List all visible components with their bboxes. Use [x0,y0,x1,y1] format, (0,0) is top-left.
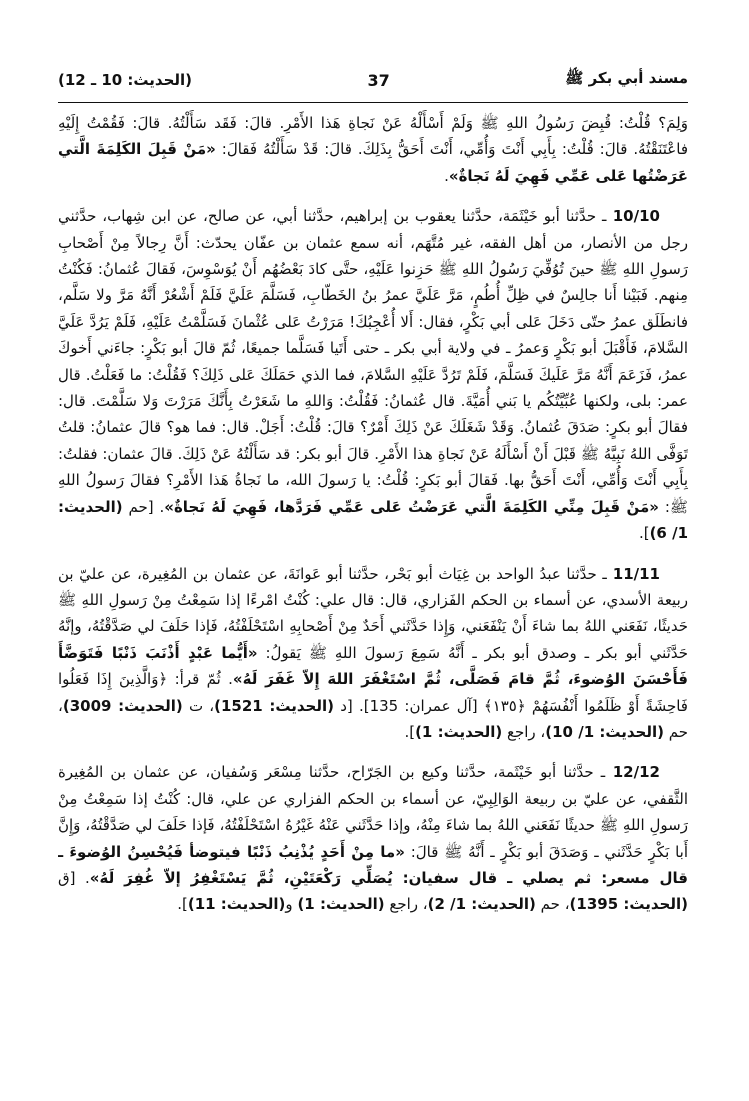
text-run: ـ حدَّثنا أبو خَيْثَمَة، حدَّثنا يعقوب بن إبراهيم، حدَّثنا أبي، عن صالح، عن ابن شِهاب، حدَّثني رجل من الأنصار، من أهل الفقه، غير مُتَّهَم، أنه سمع عثمان بن عفّان يحدّث: أَنَّ رِجالاً مِنْ أَصْحابِ رَسولِ اللهِ ﷺ حينَ تُوُفِّيَ رَسُولُ اللهِ ﷺ حَزِنوا عَلَيْهِ، حتَّى كادَ بَعْضُهُم أَنْ يُوَسْوِسَ، فَقالَ عُثمانُ: فَكُنْتُ مِنهم. فَبَيْنا أَنا جالِسٌ في ظِلِّ أُطُمٍ، مَرَّ عَلَيَّ عمرُ بنُ الخَطّابِ، فَسَلَّمَ عَلَيَّ فَلَمْ أَشْعُرْ أَنَّهُ مَرَّ ولا سَلَّم، فانطَلَق عمرُ حتّى دَخَلَ عَلى أبي بَكْرٍ، فقال: أَلا أُعْجِبُكَ! مَرَرْتُ عَلى عُثْمانَ فَسَلَّمْتُ عَلَيْهِ، فَلَمْ يَرُدَّ عَلَيَّ السَّلامَ، فَأَقْبَلَ أبو بَكْرٍ وَعمرُ ـ في ولاية أبي بكر ـ حتى أَتَيا فَسَلَّما جميعًا، ثُمّ قالَ أبو بَكْرٍ: جاءَني أَخوكَ عمرُ، فَزَعَمَ أَنَّهُ مَرَّ عَلَيكَ فَسَلَّمَ، فَلَمْ تَرُدَّ عَلَيْهِ السَّلامَ، فما الذي حَمَلَكَ عَلى ذَلِكَ؟ فَقُلْتُ: ما فَعَلْتُ. قال عمر: بلى، ولكنها عُبِّيَّتُكُم يا بَني أُمَيَّةَ. قال عُثمانُ: فَقُلْتُ: وَاللهِ ما شَعَرْتُ بِأَنَّكَ مَرَرْتَ وَلا سَلَّمْتَ. قال: فقالَ أبو بكرٍ: صَدَقَ عُثمانُ. وَقَدْ شَغَلَكَ عَنْ ذَلِكَ أَمْرٌ؟ قالَ: قُلْتُ: أَجَلْ. قال: فما هو؟ قالَ عثمانُ: قلتُ تَوَفَّى اللهُ نَبِيَّهُ ﷺ قَبْلَ أَنْ أَسْأَلَهُ عَنْ نَجاةِ هذا الأَمْرِ. قالَ أبو بكر: قد سَأَلْتُهُ عَنْ ذَلِكَ. قالَ عثمان: فقلتُ: بِأَبِي أَنْتَ وَأُمِّي، أَنْتَ أَحَقُّ بها. فَقالَ أبو بَكرٍ: قُلْتُ: يا رَسولَ الله، ما نَجاةُ هَذا الأَمْرِ؟ فقالَ رَسولُ اللهِ ﷺ: [58,207,688,516]
text-run: . [444,166,449,185]
bold-text-run: 10/10 [606,207,660,226]
text-run: . ثُمّ قرأ: ﴿وَالَّذِينَ إِذَا فَعَلُوا فَاحِشَةً أَوْ ظَلَمُوا أَنْفُسَهُمْ ﴿١٣٥﴾ [آل عمران: 135]. [د [58,670,688,715]
bold-text-run: (الحديث: 1395) [569,895,688,914]
text-run: ، ت [182,696,215,715]
bold-text-run: «أَيُّما عَبْدٍ أَذْنَبَ ذَنْبًا فَتَوَضَّأَ فَأَحْسَنَ الوُضوءَ، ثُمَّ قامَ فَصَلَّى، ثُمَّ اسْتَغْفَرَ اللهَ إِلاّ غَفَرَ لَهُ» [58,643,688,689]
bold-text-run: (الحديث: 1/ 10) [545,722,664,741]
text-run: . [حم [122,497,165,516]
bold-text-run: «مَنْ قَبِلَ الكَلِمَةَ الَّتي عَرَضْتُها عَلى عَمِّي فَهِيَ لَهُ نَجاةٌ» [58,140,688,185]
page-number: 37 [367,70,390,90]
hadith-range: (الحديث: 10 ـ 12) [58,71,193,89]
bold-text-run: (الحديث: 11) [187,895,286,914]
paragraph-gap [58,547,688,561]
text-run: ، راجع [502,722,546,741]
paragraph-continuation [58,110,688,189]
hadith-12 [58,759,688,917]
bold-text-run: «مَنْ قَبِلَ مِنِّي الكَلِمَةَ الَّتي عَرَضْتُ عَلى عَمِّي فَرَدَّها، فَهِيَ لَهُ نَجاةٌ» [164,497,659,516]
text-run: ]. [404,722,416,741]
bold-text-run: (الحديث: 1/ 2) [427,895,536,914]
page-body [58,110,688,1075]
hadith-10 [58,203,688,546]
header-divider [58,102,688,103]
bold-text-run: (الحديث: 3009) [62,696,183,715]
bold-text-run: 11/11 [606,564,660,583]
text-run: ـ حدَّثنا أبو خَيْثَمة، حدَّثنا وكيع بن الجَرّاح، حدَّثنا مِسْعَر وَسُفيان، عن عثمان بن المُغِيرة الثَّقفي، عن عليّ بن ربيعة الوَالِبِيّ، عن أسماء بن الحكم الفزاري عن علي، قال: كُنْتُ إذا سَمِعْتُ مِنْ رَسولِ اللهِ ﷺ حديثًا نَفَعَني اللهُ بما شاءَ مِنْهُ، وإذا حَدَّثَني عَنْهُ غَيْرُهُ اسْتَحْلَفْتُهُ، فَإذا حَلَفَ لي صَدَّقْتُهُ، وَإِنَّ أَبا بَكْرٍ حَدَّثَني ـ وَصَدَقَ أبو بَكْرٍ ـ أَنَّهُ ﷺ قالَ: [58,763,688,861]
hadith-11 [58,561,688,746]
book-title: مسند أبي بكر ﷺ [565,69,688,87]
bold-text-run: (الحديث: 1/ 6) [58,497,688,543]
bold-text-run: (الحديث: 1) [297,895,385,914]
text-run: ، حم [535,895,570,914]
paragraph-gap [58,189,688,203]
page-header [58,60,688,100]
text-run: ـ حدَّثنا عبدُ الواحد بن غِيَاث أبو بَحْر، حدَّثنا أبو عَوانَةَ، عن عثمان بن المُغِيرة، عن عليّ بن ربيعة الأسدي، عن أسماء بن الحكم الفَزاري، قال: قال علي: كُنْتُ امْرءًا إذا سَمِعْتُ مِنْ رَسولِ اللهِ ﷺ حَديثًا، نَفَعَني اللهُ بما شاءَ أَنْ يَنْفَعَني، وَإِذا حَدَّثَني أَحَدٌ مِنْ أَصْحابِهِ اسْتَحْلَفْتُهُ، فَإذا حَلَفَ لي صَدَّقْتُهُ، وإنَّهُ حَدَّثَني أبو بكر ـ وصدق أبو بكر ـ أَنَّهُ سَمِعَ رَسولَ اللهِ ﷺ يَقولُ: [58,564,688,662]
bold-text-run: (الحديث: 1) [415,722,503,741]
text-run: و [285,895,298,914]
text-run: ]. [177,895,188,914]
text-run: . [ق [58,868,90,887]
bold-text-run: 12/12 [605,763,660,782]
text-run: ]. [638,524,650,543]
paragraph-gap [58,745,688,759]
text-run: ، راجع [384,895,428,914]
text-run: ، حم [58,696,688,741]
bold-text-run: (الحديث: 1521) [214,696,334,715]
bold-text-run: «ما مِنْ أَحَدٍ يُذْنِبُ ذَنْبًا فيتوضأ فَيُحْسِنُ الوُضوءَ ـ قال مسعر: ثم يصلي ـ قال سفيان: يُصَلِّي رَكْعَتَيْنِ، ثُمَّ يَسْتَغْفِرُ إلاّ غُفِرَ لَهُ» [58,842,688,887]
text-run: وَلِمَ؟ قُلْتُ: قُبِضَ رَسُولُ اللهِ ﷺ وَلَمْ أَسْأَلْهُ عَنْ نَجاةِ هَذا الأَمْرِ. قالَ: فَقَد سَأَلْتُهُ. قالَ: فَقُمْتُ إِلَيْهِ فاعْتَنَقْتُهُ. قالَ: قُلْتُ: بِأَبِي أَنْتَ وَأُمِّي، أَنْتَ أَحَقُّ بِذَلِكَ. قالَ: قَدْ سَأَلْتُهُ فَقالَ: [58,114,688,159]
